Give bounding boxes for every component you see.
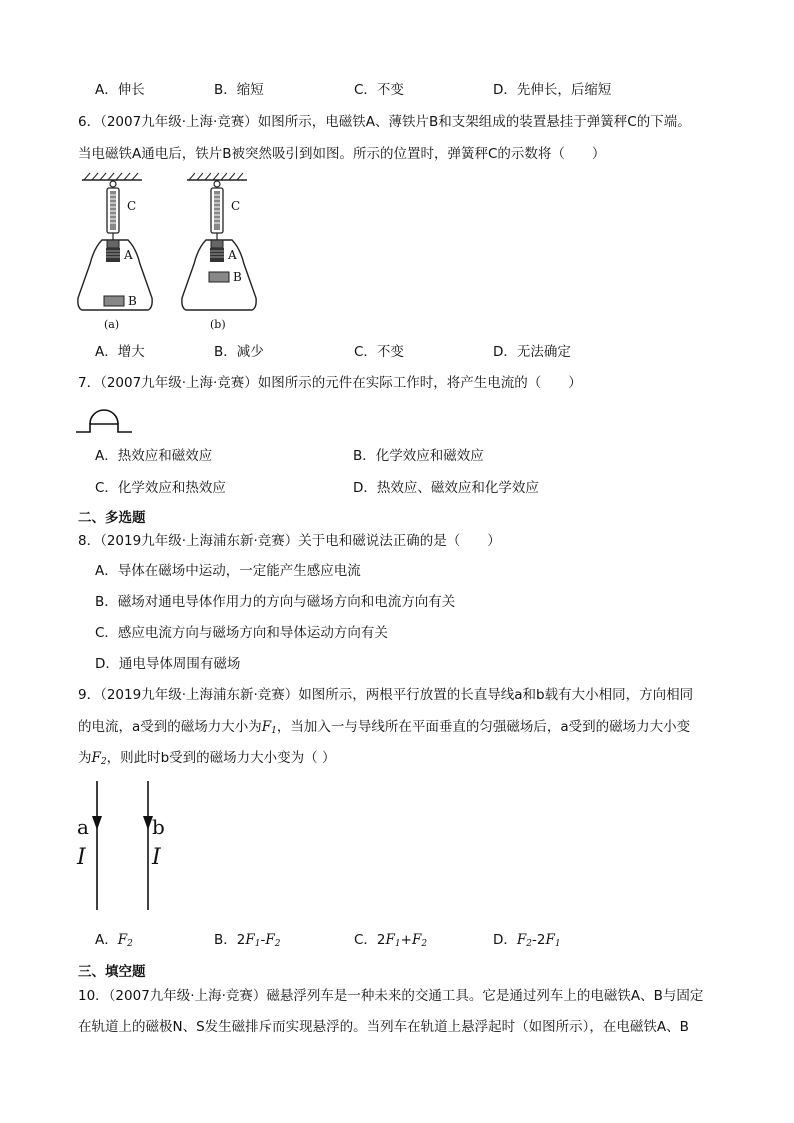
wire-a (92, 781, 102, 910)
q9-wires-figure (70, 776, 190, 916)
q9-option-a: A．$F_2$ (95, 932, 133, 949)
iron-sheet-b-b (209, 272, 229, 282)
q8-option-a: A．导体在磁场中运动，一定能产生感应电流 (95, 563, 361, 579)
caption-b: (b) (210, 318, 226, 331)
label-a-a: A (124, 248, 133, 262)
wire-b-label: b (152, 815, 165, 839)
label-c-a: C (127, 199, 137, 213)
q7-option-a: A．热效应和磁效应 (95, 448, 213, 464)
label-a-b: A (228, 248, 237, 262)
q5-option-d: D．先伸长，后缩短 (493, 82, 612, 98)
q9-line3-post: ，则此时b受到的磁场力大小变为（ ） (106, 750, 336, 766)
section-multiple-choice-title: 二、多选题 (78, 510, 146, 526)
label-c-b: C (231, 199, 241, 213)
q6-option-d: D．无法确定 (493, 344, 571, 360)
section-fill-blank-title: 三、填空题 (78, 964, 146, 980)
q6-option-c: C．不变 (354, 344, 404, 360)
spring-scale-b (211, 181, 223, 240)
q6-text-line2: 当电磁铁A通电后，铁片B被突然吸引到如图。所示的位置时，弹簧秤C的示数将（ ） (78, 146, 606, 162)
q10-text-line2: 在轨道上的磁极N、S发生磁排斥而实现悬浮的。当列车在轨道上悬浮起时（如图所示），在电磁铁A、B (78, 1019, 689, 1035)
label-b-b: B (233, 270, 242, 284)
ceiling-b (187, 173, 247, 180)
ceiling-a (82, 173, 142, 180)
q7-bell-symbol (74, 402, 134, 436)
q9-text-line2 (78, 717, 690, 741)
spring-scale-a (107, 181, 119, 240)
electromagnet-a (106, 240, 120, 262)
q9-line2-post: ，当加入一与导线所在平面垂直的匀强磁场后，a受到的磁场力大小变 (276, 719, 691, 735)
q7-text-line1: 7．（2007九年级·上海·竞赛）如图所示的元件在实际工作时，将产生电流的（ ） (78, 375, 582, 391)
q9-option-b: B．$2F_1-F_2$ (214, 932, 281, 949)
iron-sheet-b-a (104, 296, 124, 306)
label-b-a: B (128, 294, 137, 308)
q5-option-b: B．缩短 (214, 82, 264, 98)
q8-option-c: C．感应电流方向与磁场方向和导体运动方向有关 (95, 625, 388, 641)
q6-option-b: B．减少 (214, 344, 264, 360)
q9-f2-symbol: $F_2$ (91, 750, 107, 767)
q8-option-b: B．磁场对通电导体作用力的方向与磁场方向和电流方向有关 (95, 594, 456, 610)
q9-line2-pre: 的电流，a受到的磁场力大小为 (78, 719, 262, 735)
q9-option-c: C．$2F_1+F_2$ (354, 932, 428, 949)
q9-text-line1: 9．（2019九年级·上海浦东新·竞赛）如图所示，两根平行放置的长直导线a和b载有大小相同，方向相同 (78, 687, 694, 703)
q9-option-d: D．$F_2-2F_1$ (493, 932, 561, 949)
q10-text-line1: 10．（2007九年级·上海·竞赛）磁悬浮列车是一种未来的交通工具。它是通过列车上的电磁铁A、B与固定 (78, 988, 704, 1004)
q6-text-line1: 6．（2007九年级·上海·竞赛）如图所示，电磁铁A、薄铁片B和支架组成的装置悬挂于弹簧秤C的下端。 (78, 114, 691, 130)
q6-option-a: A．增大 (95, 344, 145, 360)
q8-text-line1: 8．（2019九年级·上海浦东新·竞赛）关于电和磁说法正确的是（ ） (78, 533, 501, 549)
q6-figure (72, 168, 292, 333)
q7-option-d: D．热效应、磁效应和化学效应 (353, 480, 539, 496)
electromagnet-b (210, 240, 224, 262)
q5-option-c: C．不变 (354, 82, 404, 98)
wire-b-current: I (152, 845, 161, 870)
q9-line3-pre: 为 (78, 750, 92, 766)
q7-option-c: C．化学效应和热效应 (95, 480, 226, 496)
wire-a-current: I (77, 845, 86, 870)
q9-text-line3 (78, 748, 335, 772)
q9-f1-symbol: $F_1$ (261, 719, 277, 736)
caption-a: (a) (104, 318, 120, 331)
q7-option-b: B．化学效应和磁效应 (353, 448, 484, 464)
wire-a-label: a (77, 815, 89, 839)
q5-option-a: A．伸长 (95, 82, 145, 98)
q8-option-d: D．通电导体周围有磁场 (95, 656, 241, 672)
